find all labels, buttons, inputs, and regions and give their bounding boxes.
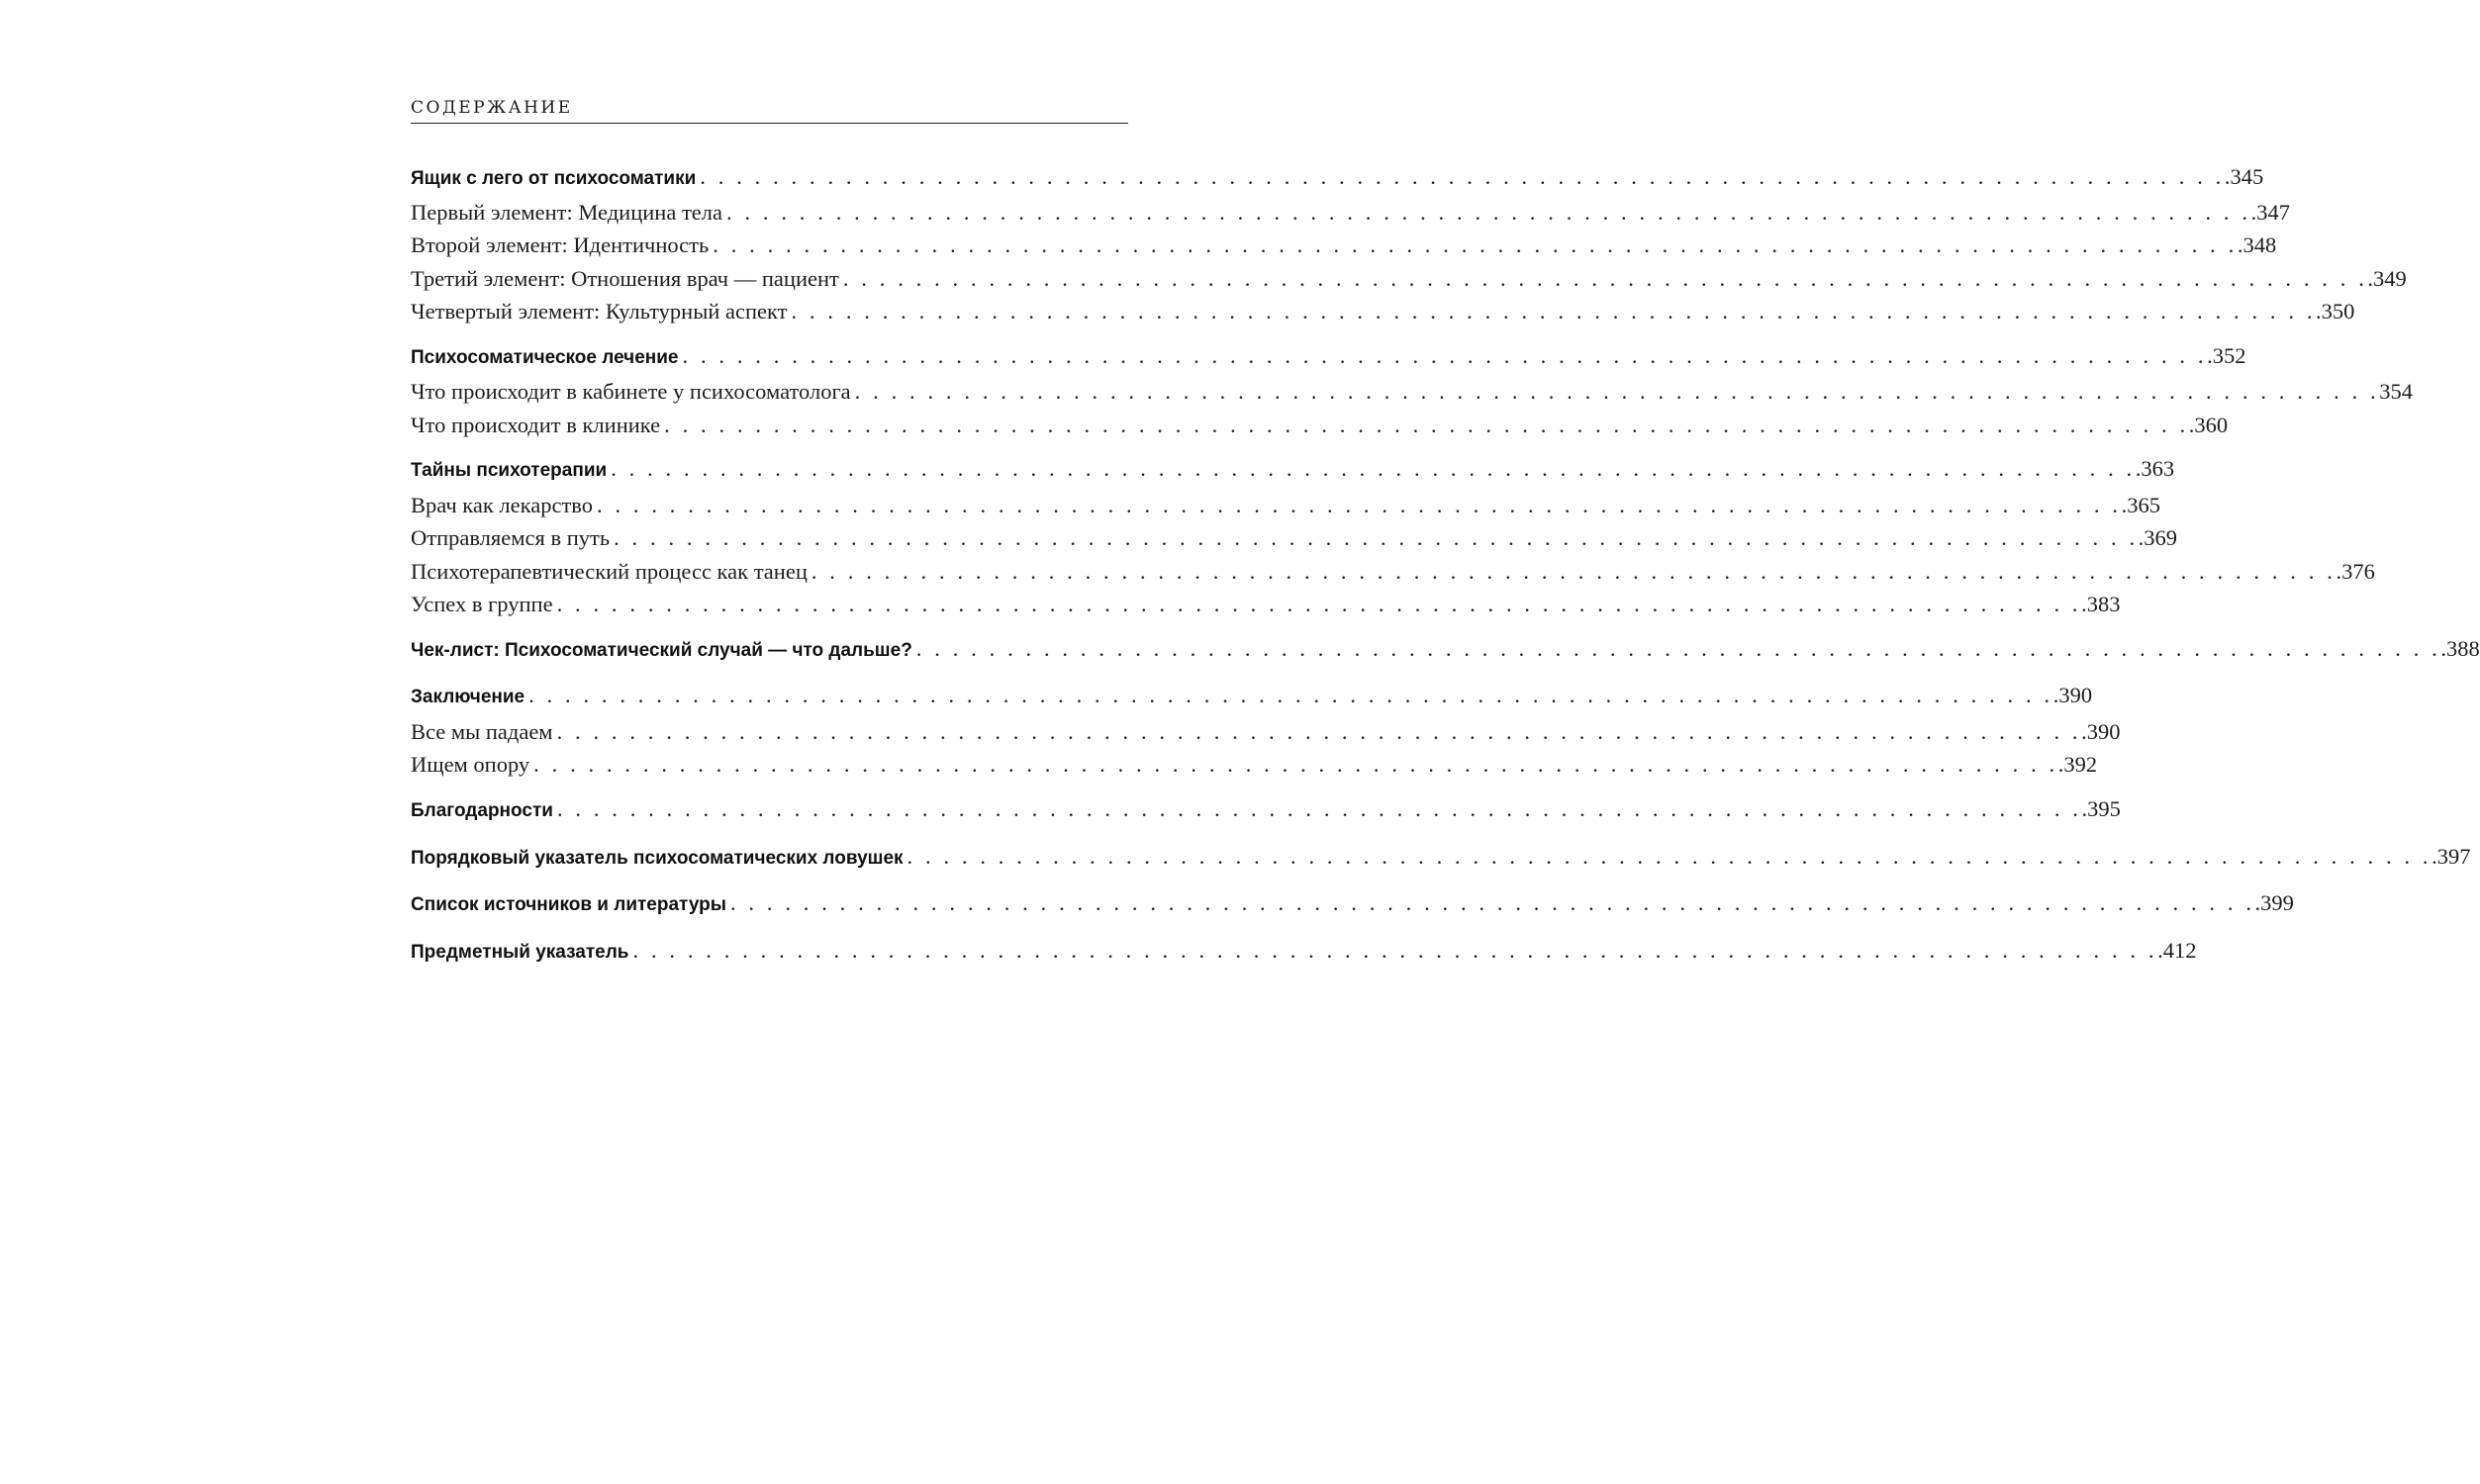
toc-entry-page: .347 <box>2250 200 2290 225</box>
dot-leader: . . . . . . . . . . . . . . . . . . . . . . . . . . . . . . . . . . . . . . . . . . . . . . . . . . . . . . . . . . . . . . . . . . . . . . . . . . . . . . . . . . . . <box>811 559 2337 584</box>
toc-entry-page: 354 <box>2379 379 2413 404</box>
toc-entry-page: .365 <box>2121 493 2160 517</box>
toc-entry-title: Психосоматическое лечение <box>411 347 679 368</box>
toc-entry[interactable] <box>411 717 2121 747</box>
toc-entry-section[interactable] <box>411 936 2197 966</box>
toc-entry[interactable] <box>411 750 2098 780</box>
toc-entry-section[interactable] <box>411 794 2121 824</box>
toc-entry-title: Отправляемся в путь <box>411 525 611 550</box>
dot-leader: . . . . . . . . . . . . . . . . . . . . . . . . . . . . . . . . . . . . . . . . . . . . . . . . . . . . . . . . . . . . . . . . . . . . . . . . . . . . . . . . . . . . <box>611 456 2136 481</box>
toc-entry-page: .388 <box>2440 636 2480 661</box>
toc-entry-title: Первый элемент: Медицина тела <box>411 200 722 225</box>
toc-entry-section[interactable] <box>411 341 2246 371</box>
toc-entry-page: .383 <box>2081 592 2121 616</box>
dot-leader: . . . . . . . . . . . . . . . . . . . . . . . . . . . . . . . . . . . . . . . . . . . . . . . . . . . . . . . . . . . . . . . . . . . . . . . . . . . . . . . . . . . . <box>597 493 2122 517</box>
toc-entry-title: Что происходит в кабинете у психосоматолога <box>411 379 851 404</box>
toc-entry-page: .399 <box>2254 890 2294 915</box>
toc-entry-section[interactable] <box>411 162 2264 192</box>
dot-leader: . . . . . . . . . . . . . . . . . . . . . . . . . . . . . . . . . . . . . . . . . . . . . . . . . . . . . . . . . . . . . . . . . . . . . . . . . . . . . . . . . . . . <box>729 890 2255 915</box>
running-head: СОДЕРЖАНИЕ <box>411 98 573 118</box>
dot-leader: . . . . . . . . . . . . . . . . . . . . . . . . . . . . . . . . . . . . . . . . . . . . . . . . . . . . . . . . . . . . . . . . . . . . . . . . . . . . . . . . . . . . <box>700 164 2225 189</box>
toc-entry-page: .349 <box>2367 266 2407 291</box>
toc-entry-title: Психотерапевтический процесс как танец <box>411 559 808 584</box>
dot-leader: . . . . . . . . . . . . . . . . . . . . . . . . . . . . . . . . . . . . . . . . . . . . . . . . . . . . . . . . . . . . . . . . . . . . . . . . . . . . . . . . . . . . <box>915 636 2441 661</box>
toc-entry-section[interactable] <box>411 454 2175 484</box>
dot-leader: . . . . . . . . . . . . . . . . . . . . . . . . . . . . . . . . . . . . . . . . . . . . . . . . . . . . . . . . . . . . . . . . . . . . . . . . . . . . . . . . . . . . <box>556 719 2082 744</box>
toc-entry-page: .369 <box>2138 525 2178 550</box>
toc-entry-page: .390 <box>2081 719 2121 744</box>
toc-entry-page: .345 <box>2224 164 2264 189</box>
toc-entry-section[interactable] <box>411 842 2471 872</box>
dot-leader: . . . . . . . . . . . . . . . . . . . . . . . . . . . . . . . . . . . . . . . . . . . . . . . . . . . . . . . . . . . . . . . . . . . . . . . . . . . . . . . . . . . . <box>556 796 2082 821</box>
toc-entry-title: Что происходит в клинике <box>411 413 661 437</box>
dot-leader: . . . . . . . . . . . . . . . . . . . . . . . . . . . . . . . . . . . . . . . . . . . . . . . . . . . . . . . . . . . . . . . . . . . . . . . . . . . . . . . . . . . . <box>842 266 2368 291</box>
toc-entry[interactable] <box>411 264 2407 294</box>
toc-entry[interactable] <box>411 590 2121 619</box>
toc-entry-title: Заключение <box>411 687 525 707</box>
toc-entry[interactable] <box>411 411 2229 440</box>
toc-entry-page: .360 <box>2188 413 2229 437</box>
toc-entry[interactable] <box>411 231 2277 260</box>
toc-entry-title: Предметный указатель <box>411 942 629 963</box>
toc-entry-title: Врач как лекарство <box>411 493 593 517</box>
toc-entry-title: Успех в группе <box>411 592 553 616</box>
toc-entry-page: .392 <box>2057 752 2098 777</box>
toc-entry-title: Порядковый указатель психосоматических ловушек <box>411 848 904 869</box>
toc-entry-title: Четвертый элемент: Культурный аспект <box>411 299 788 324</box>
toc-entry-title: Список источников и литературы <box>411 894 726 915</box>
toc-entry-title: Второй элемент: Идентичность <box>411 232 710 257</box>
dot-leader: . . . . . . . . . . . . . . . . . . . . . . . . . . . . . . . . . . . . . . . . . . . . . . . . . . . . . . . . . . . . . . . . . . . . . . . . . . . . . . . . . . . . <box>791 299 2317 324</box>
toc-entry[interactable] <box>411 297 2355 326</box>
toc-entry[interactable] <box>411 491 2160 520</box>
toc-entry-title: Тайны психотерапии <box>411 460 608 481</box>
toc-entry-section[interactable] <box>411 888 2294 918</box>
dot-leader: . . . . . . . . . . . . . . . . . . . . . . . . . . . . . . . . . . . . . . . . . . . . . . . . . . . . . . . . . . . . . . . . . . . . . . . . . . . . . . . . . . . . <box>682 343 2208 368</box>
toc-entry[interactable] <box>411 557 2375 587</box>
dot-leader: . . . . . . . . . . . . . . . . . . . . . . . . . . . . . . . . . . . . . . . . . . . . . . . . . . . . . . . . . . . . . . . . . . . . . . . . . . . . . . . . . . . . <box>556 592 2082 616</box>
dot-leader: . . . . . . . . . . . . . . . . . . . . . . . . . . . . . . . . . . . . . . . . . . . . . . . . . . . . . . . . . . . . . . . . . . . . . . . . . . . . . . . . . . . . <box>726 200 2251 225</box>
toc-entry[interactable] <box>411 523 2178 553</box>
toc-entry-page: .412 <box>2157 938 2197 963</box>
toc-entry-section[interactable] <box>411 634 2480 664</box>
header-rule <box>411 123 1128 124</box>
toc-entry-section[interactable] <box>411 681 2093 710</box>
toc-entry-page: .395 <box>2081 796 2121 821</box>
toc-entry-page: .390 <box>2052 683 2093 707</box>
dot-leader: . . . . . . . . . . . . . . . . . . . . . . . . . . . . . . . . . . . . . . . . . . . . . . . . . . . . . . . . . . . . . . . . . . . . . . . . . . . . . . . . . . . . <box>533 752 2058 777</box>
toc-entry-title: Благодарности <box>411 800 553 821</box>
toc-entry-title: Ищем опору <box>411 752 530 777</box>
dot-leader: . . . . . . . . . . . . . . . . . . . . . . . . . . . . . . . . . . . . . . . . . . . . . . . . . . . . . . . . . . . . . . . . . . . . . . . . . . . . . . . . . . . . <box>614 525 2139 550</box>
toc-entry-title: Ящик с лего от психосоматики <box>411 168 697 189</box>
toc-entry-page: .363 <box>2135 456 2175 481</box>
toc-entry-page: .376 <box>2336 559 2375 584</box>
toc-entry[interactable] <box>411 198 2290 228</box>
dot-leader: . . . . . . . . . . . . . . . . . . . . . . . . . . . . . . . . . . . . . . . . . . . . . . . . . . . . . . . . . . . . . . . . . . . . . . . . . . . . . . . . . . . . <box>906 844 2432 869</box>
toc-entry-page: .397 <box>2432 844 2471 869</box>
dot-leader: . . . . . . . . . . . . . . . . . . . . . . . . . . . . . . . . . . . . . . . . . . . . . . . . . . . . . . . . . . . . . . . . . . . . . . . . . . . . . . . . . . . . <box>664 413 2189 437</box>
dot-leader: . . . . . . . . . . . . . . . . . . . . . . . . . . . . . . . . . . . . . . . . . . . . . . . . . . . . . . . . . . . . . . . . . . . . . . . . . . . . . . . . . . . . <box>528 683 2053 707</box>
toc-entry[interactable] <box>411 377 2413 407</box>
toc-entry-title: Третий элемент: Отношения врач — пациент <box>411 266 839 291</box>
toc-entry-page: .352 <box>2207 343 2246 368</box>
toc-entry-title: Все мы падаем <box>411 719 553 744</box>
toc-entry-page: .348 <box>2237 232 2277 257</box>
toc-entry-title: Чек-лист: Психосоматический случай — что дальше? <box>411 640 912 661</box>
dot-leader: . . . . . . . . . . . . . . . . . . . . . . . . . . . . . . . . . . . . . . . . . . . . . . . . . . . . . . . . . . . . . . . . . . . . . . . . . . . . . . . . . . . . <box>854 379 2380 404</box>
toc-entry-page: .350 <box>2316 299 2355 324</box>
dot-leader: . . . . . . . . . . . . . . . . . . . . . . . . . . . . . . . . . . . . . . . . . . . . . . . . . . . . . . . . . . . . . . . . . . . . . . . . . . . . . . . . . . . . <box>632 938 2158 963</box>
dot-leader: . . . . . . . . . . . . . . . . . . . . . . . . . . . . . . . . . . . . . . . . . . . . . . . . . . . . . . . . . . . . . . . . . . . . . . . . . . . . . . . . . . . . <box>713 232 2238 257</box>
toc-page <box>411 95 1128 124</box>
